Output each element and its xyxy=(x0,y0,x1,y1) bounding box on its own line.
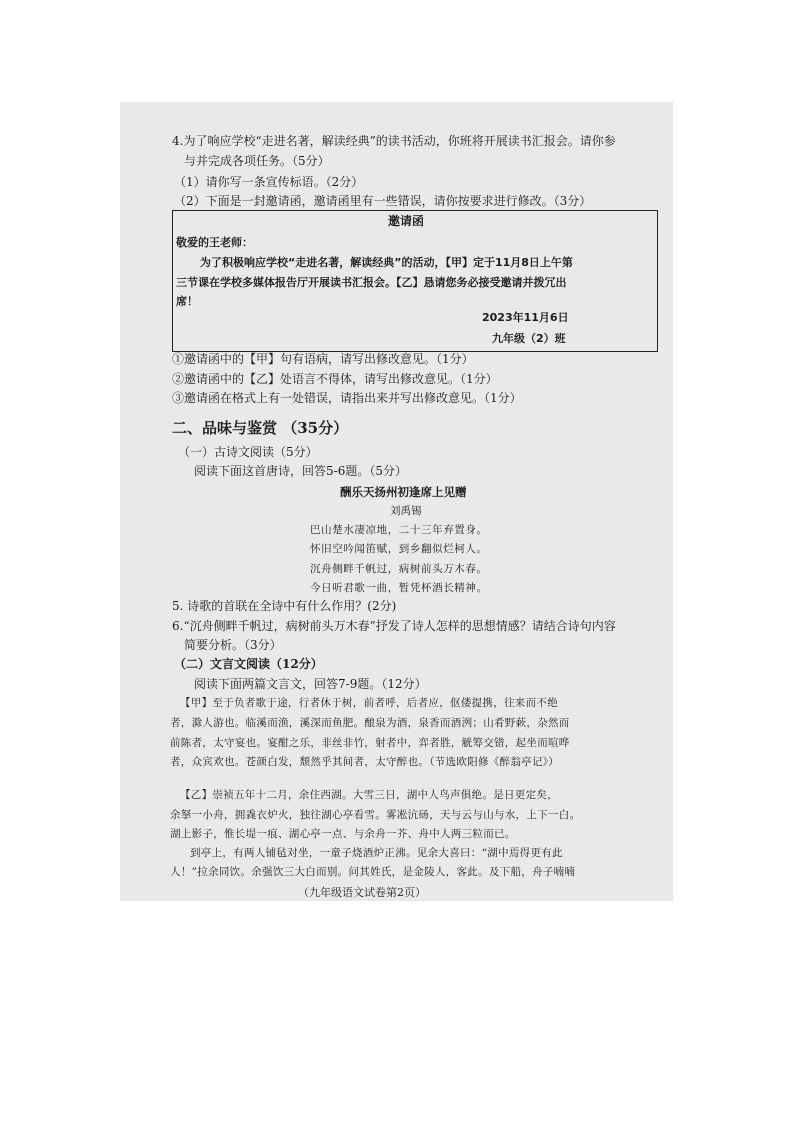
section2-part1: （一）古诗文阅读（5分） xyxy=(178,445,318,459)
jia-line-1: 【甲】至于负者歌于途，行者休于树，前者呼，后者应，伛偻提携，往来而不绝 xyxy=(180,697,558,709)
invitation-sender: 九年级（2）班 xyxy=(492,332,566,345)
q4-sub1: （1）请你写一条宣传标语。（2分） xyxy=(174,175,364,189)
poem-line-2: 怀旧空吟闻笛赋，到乡翻似烂柯人。 xyxy=(310,543,488,555)
jia-line-4: 者，众宾欢也。苍颜白发，颓然乎其间者，太守醉也。（节选欧阳修《醉翁亭记》） xyxy=(170,756,560,768)
invitation-body-2: 三节课在学校多媒体报告厅开展读书汇报会。【乙】恳请您务必接受邀请并拨冗出 xyxy=(176,276,567,289)
invitation-body-3: 席！ xyxy=(176,295,198,308)
poem-author: 刘禹锡 xyxy=(390,505,422,517)
invitation-title: 邀请函 xyxy=(388,214,425,228)
jia-line-3: 前陈者，太守宴也。宴酣之乐，非丝非竹，射者中，弈者胜，觥筹交错，起坐而喧哗 xyxy=(170,737,570,749)
q4-item-1: ①邀请函中的【甲】句有语病，请写出修改意见。（1分） xyxy=(172,352,474,366)
q5: 5. 诗歌的首联在全诗中有什么作用？(2分) xyxy=(172,599,397,613)
q4-sub2: （2）下面是一封邀请函，邀请函里有一些错误，请你按要求进行修改。（3分） xyxy=(174,194,592,208)
yi-line-3: 湖上影子，惟长堤一痕、湖心亭一点、与余舟一芥、舟中人两三粒而已。 xyxy=(170,828,516,840)
section2-instr1: 阅读下面这首唐诗，回答5-6题。（5分） xyxy=(194,464,407,478)
poem-title: 酬乐天扬州初逢席上见赠 xyxy=(340,485,467,499)
q6-line2: 简要分析。（3分） xyxy=(184,638,282,652)
yi-line-2: 余拏一小舟，拥毳衣炉火，独往湖心亭看雪。雾凇沆砀，天与云与山与水，上下一白。 xyxy=(170,809,581,821)
invitation-date: 2023年11月6日 xyxy=(482,311,569,324)
q4-item-2: ②邀请函中的【乙】处语言不得体，请写出修改意见。（1分） xyxy=(172,372,498,386)
section2-instr2: 阅读下面两篇文言文，回答7-9题。（12分） xyxy=(194,677,427,691)
q4-line1: 4.为了响应学校“走进名著，解读经典”的读书活动，你班将开展读书汇报会。请你参 xyxy=(172,134,616,148)
yi-line-4: 到亭上，有两人铺毡对坐，一童子烧酒炉正沸。见余大喜曰：“湖中焉得更有此 xyxy=(190,847,563,859)
invitation-greeting: 敬爱的王老师： xyxy=(176,236,253,249)
section2-part2: （二）文言文阅读（12分） xyxy=(174,657,323,671)
page-footer: （九年级语文试卷第2页） xyxy=(298,886,426,899)
poem-line-4: 今日听君歌一曲，暂凭杯酒长精神。 xyxy=(310,582,488,594)
section2-heading: 二、品味与鉴赏 （35分） xyxy=(172,419,349,437)
yi-line-5: 人！”拉余同饮。余强饮三大白而别。问其姓氏，是金陵人，客此。及下船，舟子喃喃 xyxy=(170,866,576,878)
q4-line2: 与并完成各项任务。（5分） xyxy=(184,154,330,168)
jia-line-2: 者，滁人游也。临溪而渔，溪深而鱼肥。酿泉为酒，泉香而酒洌；山肴野蔌，杂然而 xyxy=(170,717,570,729)
invitation-body-1: 为了积极响应学校“走进名著，解读经典”的活动，【甲】定于11月8日上午第 xyxy=(200,256,573,269)
q6-line1: 6.“沉舟侧畔千帆过，病树前头万木春”抒发了诗人怎样的思想情感？请结合诗句内容 xyxy=(172,619,616,633)
q4-item-3: ③邀请函在格式上有一处错误，请指出来并写出修改意见。（1分） xyxy=(172,391,522,405)
yi-line-1: 【乙】崇祯五年十二月，余住西湖。大雪三日，湖中人鸟声俱绝。是日更定矣， xyxy=(180,789,558,801)
poem-line-1: 巴山楚水凄凉地，二十三年弃置身。 xyxy=(310,524,488,536)
exam-page xyxy=(120,102,673,901)
poem-line-3: 沉舟侧畔千帆过，病树前头万木春。 xyxy=(310,563,488,575)
